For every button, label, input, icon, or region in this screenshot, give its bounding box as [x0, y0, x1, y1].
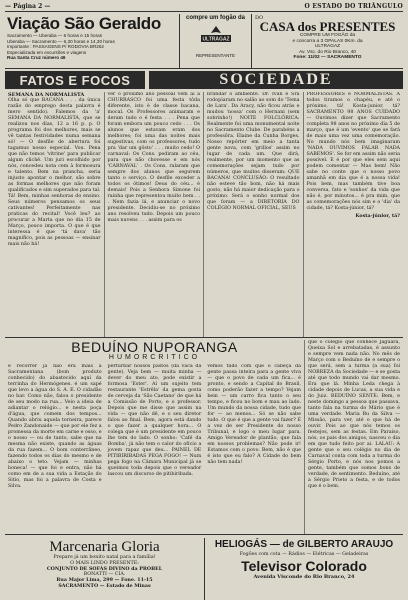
column-2 [105, 92, 205, 337]
column-4-signature: Kosta-júnior, tá? [355, 213, 400, 219]
ad-heliogas-products: Fogões com cota — Rádios — Elétricas — Geladeiras [239, 552, 369, 557]
ad-casa-prefix: DO [255, 15, 264, 21]
ad-viacao-name: Viação São Geraldo [7, 14, 161, 33]
beduino-subtitle: HUMORCRITICO [108, 354, 201, 361]
banner-sociedade: SOCIEDADE [149, 71, 403, 89]
page-header [5, 3, 403, 12]
ad-casa-line: ULTRAGAZ [314, 44, 341, 50]
beduino-columns [5, 364, 304, 534]
top-ads [5, 14, 403, 69]
beduino-section [5, 340, 403, 535]
ultragaz-logo-icon [199, 24, 233, 48]
ad-viacao-line: Sacramento — Uberaba — 6 horas e 15 horas [7, 33, 102, 38]
ad-heliogas-address: Avenida Visconde do Rio Branco, 24 [253, 574, 355, 580]
column-3 [204, 92, 304, 337]
ultragaz-logo-text: ULTRAGAZ [201, 36, 230, 43]
column-1 [5, 92, 105, 337]
ad-marcenaria-line: O MAIS LINDO PRESENTE: [70, 560, 139, 566]
column-4 [304, 92, 404, 337]
ad-marcenaria-line: CONJUNTO DE SOFÁS DIVINO da PROBEL [46, 565, 163, 572]
beduino-main [5, 340, 305, 534]
ad-marcenaria-line: Rua Major Lima, 299 — Fone. 11-15 [56, 577, 153, 584]
page-number: — Página 2 — [5, 3, 51, 10]
ad-viacao-sao-geraldo [5, 14, 180, 68]
ad-heliogas-televisor: Televisor Colorado [241, 558, 367, 574]
article-columns [5, 92, 403, 338]
ad-casa-line: COMPRE UM FOGÃO da [299, 33, 356, 38]
section-banners [5, 71, 403, 89]
column-2-text: ver o próximo ano pessoal vem aí a CHURRASCO foi uma festa tôda diferente, isto é de classe bacana, mocal. Os Professores animaram e deram tudo o é festa . . . Pena que foram embora um pouco cedo . . . Os alunos que estavam eram dos melhores; foi uma das noites mais sugestivas, com os professores, tudo pra 'dar um gôsto' . . . muito cedo! O carnaval: Os Cons. pediram ao céu, para que não chovesse e em nós 'CARNAVAL' . Os Cons. ralaram que sempre dos alunos que segurem tanto o serviço. O desfile exceder a todos os ótimos! Deus do céu... é demais! Pois a Senhora Simone foi rainha que representou muito bem . . . Nem fazia lá, e anunciar o novo presidente. Decidiu-se no próximo ano resolveu tudo. Depois um pouco mais nuvens . . . assim para os [107, 92, 200, 223]
ad-viacao-line: Uberaba — Sacramento — 6,30 horas e 14,30 horas [7, 38, 115, 44]
ad-viacao-line: Importante : PASSAGENS P/ RODOVIA BR262 [7, 44, 104, 49]
ad-casa-line: Fone: 11/02 — SACRAMENTO [293, 55, 362, 61]
ad-casa-dos-presentes [252, 14, 403, 68]
column-1-heading: SEMANA DA NORMALISTA [8, 92, 85, 98]
beduino-title: BEDUÍNO NUPORANGA [71, 339, 238, 355]
ad-marcenaria-line: Prepare já um bonito natal para a família! [53, 555, 156, 560]
ad-ultragaz-rep: REPRESENTANTE [195, 53, 236, 58]
ad-heliogas [205, 538, 403, 600]
ad-heliogas-title: HELIOGÁS — de GILBERTO ARAUJO [214, 539, 394, 550]
beduino-column-2: perturbar nossos pastos (da vaca da gente). Veja bem — muita minha — dever do meu ato, pode existir a formosa 'Ester'. Aí um sujeito tem restaurante 'Estrêla' da gema gosta de cerveja da 'São Caetano' de que há a Comissão de Porto, e o professor. Depois que me disse que assim na vida — que não dê, e o seu diretor falou ao final. Bem, agora está dando o que fazer a qualquer hora... O colega que é um presidente em pouco lhe tem do lado. O sonho: 'Café da Bomba', já não tem o calor do ofício a jovem rapaz que deu... PAINEL DE PITIBIRIBADAS PEGA FOGO! — Num pega fogo na Câmara Municipal já se queimou toda depois que o vereador lascou um discurso de pitibiribada. [107, 364, 202, 477]
ad-casa-line: e concorra a 3 OPALAS 0Km. da [292, 38, 363, 44]
ad-marcenaria-name: Marcenaria Gloria [49, 539, 160, 555]
ad-ultragaz [180, 14, 252, 68]
ad-viacao-line: Rua Santa Cruz número 46 [7, 55, 66, 60]
ad-casa-line: Av. Vsc. do Rio Branco, 40 [299, 49, 356, 55]
ad-casa-name: CASA dos PRESENTES [259, 19, 396, 34]
paper-title: O ESTADO DO TRIÂNGULO [304, 3, 403, 10]
beduino-column-3: vemos tudo com que o cabeça da gente passa inteira para a gente viva — que o povo de cada um fica... é pronto, e sendo a Capital do Brasil, como poderão fazer a tempo? Vejam bem — um carro fica tanto o seu tempo, e ficou no bom e mau ao lado. Um mundo da nossa cidade, tudo que for — ao menos... Só se não sabe tudo. O que é que a gente vai fazer? É a vez de ser Presidente do nosso Tribunal, e logo o meu lugar para. Amigo Vereador de plantão, que fala em nossos problemas? Não pode ir! Estamos com o povo. Bem, não é que é isto que eu falo? A Cidade do bem não tem nada! [207, 364, 301, 465]
beduino-column-1: e recorrer já não era mais a Sacramentana (bom produto conhecido) do abastecido aquí da terrinha do Hermógenes. é um sapé que levo a água do S. A. E. O cidadão no bar. Como não, falou o presidente de seu modo na rua... Veio a ideia de adiantar o relógio... e nesta poça d'água, que comem dos tempos... Quando abriu aquela torneira, parece Pedro Zandonaide — que por ele fez a promessa da morte em carne e osso, e o nosso — ou de tanto, sabe que na mesma não existe, quando as águas da rua fazem... O bom conterrâneo, fazendo todos os dias do mesmo e de abaixo o teto. Vejam — minhas boneca! — que foi e entra, não há como em de a sua vida a Estação do Sitio, mas foi a palavra de Costa e Silva. [8, 364, 102, 489]
bottom-ads [5, 538, 403, 600]
column-1-text: Olha só que BACANA . . . da única razão do emprego desta palavra é mero sentido). Falemos da 'a' SEMANA DA NORMALISTA, que se realizou nos dias, 12 a 16 p. p. O programa foi dos melhores, mais se vê tantas festividades numa semana só! — O desfile de abertura foi tagamus nosso especial. Vou. Pena que não temos 'vitrine' para publicar algum clichê. Um juri escolhido por nós, concedeu nota cem à formosura e talento. Bem na prancha, seria injusto apontar o melhor, são sobre as formas melhores que não foram qualificados e sim superados para tal. Tá! Bem, minhas senhoras do ensino. Seus números pensamos os seus cativantes! Perfeitamente nas praticas do recital! Você leu? ao procurar a Marta que no dia 15 de Março, pouco importa. O que é que interessa é que 'tá dava' tão magnífico, pois as pessoas — ensinar mais não há! [8, 98, 101, 247]
ad-marcenaria-line: BONATTI — CIA. [83, 572, 126, 578]
ad-marcenaria-line: SACRAMENTO — Estado de Minas [58, 582, 151, 589]
column-3-text: brandar o ambiente. Dr. Ivan e Sra rodopiaram no salão ao som do 'Tema de Lara'. Da Aracy, não ficou atrás e mudou 'nossa' com o Hernani (sem sobrinho!) NOITE FOLCLÓRICA: Realmente foi uma monumental noite no Sacramento Clube. De parabéns a professôra. Elaine da Cunha Borges. Nosso repórter em meio a tanta gente nova, com 'grillos' assim no lugar de cada um. Que dirá, realmente, por um momento que as comemorações sejam tudo por números, que muitos disseram: QUE BACANA! CONCLUSÃO: O resultado não esteve tão bom, não há mais gosto, não há maior dedicação para o próximo. Será o sonho normal dos que foram — a DIRETORIA DO COLÉGIO NORMAL OFICIAL, SEUS [207, 92, 300, 211]
banner-fatos-e-focos: FATOS E FOCOS [5, 71, 145, 89]
ad-viacao-line: Especializada em excursões e viagens [7, 49, 87, 55]
column-4-text: PROFESSORES e NORMALISTAS. A todos tiramos o chapéu, e até o próximo, tá! Kosta-junior, tá? SACRAMENTO 98 ANOS CUIDADO — Ouvimos dizer que Sacramento completa 98 anos no próximo dia 5 de março, que é um 'evento' que se fará de mais uma vez uma comemoração. No mundo nós bem imaginaram 'NADA OUVIMOS FALAR NADA SABEMOS'. Se for em assim não seria possível. E é por que eles sem aqui podem comentar — Mas bem! Não sabe no conte que o nosso povo amanhã em dia que é a nossa vida! Pois bem, mas também tive boa conversa, fato e 'sonhos' da vida que não é, por minutos... é pra mim, que as comemorações nós sim e o 'dia' da cidade, tá? Kosta-júnior, tá? [306, 92, 400, 211]
ad-marcenaria-gloria [5, 538, 205, 600]
ad-ultragaz-tagline: compre um fogão da [185, 15, 245, 21]
beduino-right-column: que o colégio que conhece Jaguara, Queixa Sol e arrebatadas, é assunto e sempre vem nada não. No mês de Março com o Beduíno de e sempre o que será, sem a turma (a sua) foi NOBREZA da Sociedade — e se gosta até que todo mundo vai dar mesmo. Era que lá. Minha Leda chega à cidade depois de Lucas, a sua vida e do Juiz. BEDUÍNO SENTE: Bem, e neste domingo a pessoa que passava, tanto fala na turma do Mário que é uma verdade. Maria Bu da Silva — Missão, para ver, até o que há de ouvir. Pois ao que nós temos os festejos, sem as festas. Em Paraíso, nós, os pais dos amigos, nasceu o dia em que tudo feito por ai. LALAU: A gente que o seu colégio no dia de Carnaval conta com toda a turma do Sérgio Porto, e nós nos pomos a gente, também que somos bons de verdade, de sentimento. Beduíno, até a Sérgio Prieto a festa, e de todos que é o bem. [308, 340, 400, 489]
